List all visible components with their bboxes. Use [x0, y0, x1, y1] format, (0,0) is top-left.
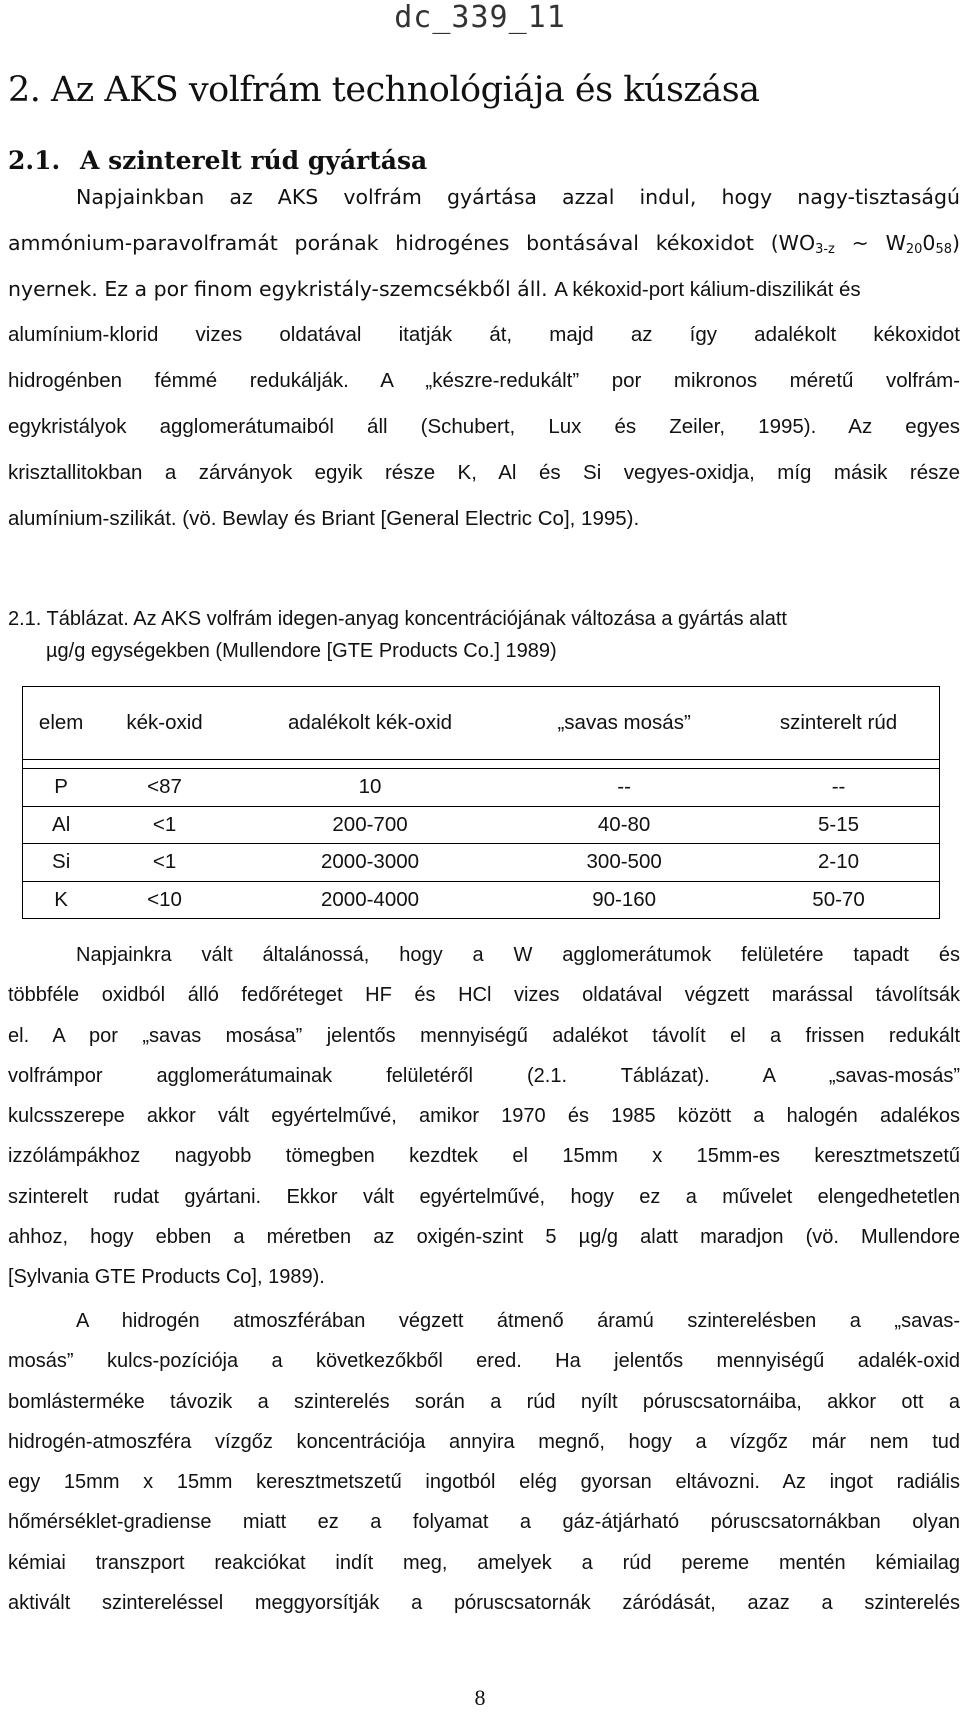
table-cell: <87: [99, 769, 229, 807]
paragraph-line: Napjainkra vált általánossá, hogy a W agglomerátumok felületére tapadt és: [76, 944, 960, 966]
paragraph-line: kémiai transzport reakciókat indít meg, amelyek a rúd pereme mentén kémiailag: [8, 1551, 960, 1574]
impurity-table: [22, 686, 940, 919]
table-cell: 2000-4000: [230, 881, 510, 919]
paragraph-line: volfrámpor agglomerátumainak felületéről (2.1. Táblázat). A „savas-mosás”: [8, 1064, 960, 1087]
paragraph-intro: [8, 174, 960, 542]
caption-line: 2.1. Táblázat. Az AKS volfrám idegen-anyag koncentrációjának változása a gyártás alatt: [8, 608, 787, 630]
table-row: [23, 806, 940, 844]
table-header-cell: kék-oxid: [99, 687, 229, 760]
table-row: [23, 844, 940, 882]
paragraph-line: [Sylvania GTE Products Co], 1989).: [8, 1266, 325, 1289]
paragraph-line: el. A por „savas mosása” jelentős mennyiségű adalékot távolít el a frissen redukált: [8, 1024, 960, 1047]
section-number: 2.1.: [8, 146, 61, 175]
paragraph-acid-wash: [8, 935, 960, 1298]
table-cell: --: [510, 769, 738, 807]
paragraph-line: alumínium-szilikát. (vö. Bewlay és Briant [General Electric Co], 1995).: [8, 507, 640, 530]
table-header-cell: adalékolt kék-oxid: [230, 687, 510, 760]
paragraph-line: hidrogénben fémmé redukálják. A „készre-redukált” por mikronos méretű volfrám-: [8, 369, 960, 392]
paragraph-line: krisztallitokban a zárványok egyik része K, Al és Si vegyes-oxidja, míg másik része: [8, 461, 960, 484]
paragraph-hydrogen-sintering: [8, 1301, 960, 1623]
paragraph-line: hőmérséklet-gradiense miatt ez a folyamat a gáz-átjárható póruscsatornákban olyan: [8, 1511, 960, 1534]
table-row: [23, 769, 940, 807]
table-cell: P: [23, 769, 100, 807]
table-cell: <1: [99, 844, 229, 882]
paragraph-line: Napjainkban az AKS volfrám gyártása azzal indul, hogy nagy-tisztaságú: [76, 185, 960, 209]
paragraph-line: bomlásterméke távozik a szinterelés során a rúd nyílt póruscsatornáiba, akkor ott a: [8, 1390, 960, 1413]
paragraph-line: mosás” kulcs-pozíciója a következőkből ered. Ha jelentős mennyiségű adalék-oxid: [8, 1350, 960, 1373]
paragraph-line: A hidrogén atmoszférában végzett átmenő áramú szinterelésben a „savas-: [76, 1310, 960, 1332]
table-cell: Si: [23, 844, 100, 882]
table-cell: <1: [99, 806, 229, 844]
table-row: [23, 881, 940, 919]
chapter-title: 2. Az AKS volfrám technológiája és kúszása: [8, 70, 760, 110]
table-cell: 2-10: [738, 844, 939, 882]
table-cell: 40-80: [510, 806, 738, 844]
table-cell: 5-15: [738, 806, 939, 844]
paragraph-line: többféle oxidból álló fedőréteget HF és HCl vizes oldatával végzett marással távolítsák: [8, 984, 960, 1007]
table-cell: K: [23, 881, 100, 919]
page-number: 8: [474, 1685, 486, 1710]
paragraph-line: nyernek. Ez a por finom egykristály-szemcsékből áll. A kékoxid-port kálium-diszilikát és: [8, 277, 861, 301]
table-caption: [8, 603, 948, 667]
table-header-row: [23, 687, 940, 760]
table-cell: 10: [230, 769, 510, 807]
paragraph-line: szinterelt rudat gyártani. Ekkor vált egyértelművé, hogy ez a művelet elengedhetetlen: [8, 1185, 960, 1208]
paragraph-line: hidrogén-atmoszféra vízgőz koncentrációja annyira megnő, hogy a vízgőz már nem tud: [8, 1430, 960, 1453]
table-cell: 50-70: [738, 881, 939, 919]
paragraph-line: alumínium-klorid vizes oldatával itatják át, majd az így adalékolt kékoxidot: [8, 323, 960, 346]
table-header-cell: szinterelt rúd: [738, 687, 939, 760]
table-cell: <10: [99, 881, 229, 919]
table-cell: 2000-3000: [230, 844, 510, 882]
paragraph-line: egykristályok agglomerátumaiból áll (Schubert, Lux és Zeiler, 1995). Az egyes: [8, 415, 960, 438]
paragraph-line: kulcsszerepe akkor vált egyértelművé, amikor 1970 és 1985 között a halogén adalékos: [8, 1105, 960, 1128]
paragraph-line: aktivált szintereléssel meggyorsítják a póruscsatornák záródását, azaz a szinterelés: [8, 1592, 960, 1615]
section-heading: [8, 146, 427, 175]
table-header-cell: elem: [23, 687, 100, 760]
paragraph-line: ahhoz, hogy ebben a méretben az oxigén-szint 5 µg/g alatt maradjon (vö. Mullendore: [8, 1226, 960, 1249]
caption-line: µg/g egységekben (Mullendore [GTE Products Co.] 1989): [46, 640, 557, 662]
table-spacer-row: [23, 760, 940, 769]
section-title: A szinterelt rúd gyártása: [80, 146, 428, 175]
table-cell: Al: [23, 806, 100, 844]
document-id: dc_339_11: [394, 0, 566, 35]
paragraph-line: izzólámpákhoz nagyobb tömegben kezdtek el 15mm x 15mm-es keresztmetszetű: [8, 1145, 960, 1168]
paragraph-line: ammónium-paravolframát porának hidrogénes bontásával kékoxidot ($WO_{3-z}$ ~ $W_{20}0_{58}$): [8, 231, 960, 257]
table-cell: 300-500: [510, 844, 738, 882]
table-cell: 200-700: [230, 806, 510, 844]
paragraph-line: egy 15mm x 15mm keresztmetszetű ingotból elég gyorsan eltávozni. Az ingot radiális: [8, 1471, 960, 1494]
table-cell: 90-160: [510, 881, 738, 919]
table-cell: --: [738, 769, 939, 807]
table-header-cell: „savas mosás”: [510, 687, 738, 760]
